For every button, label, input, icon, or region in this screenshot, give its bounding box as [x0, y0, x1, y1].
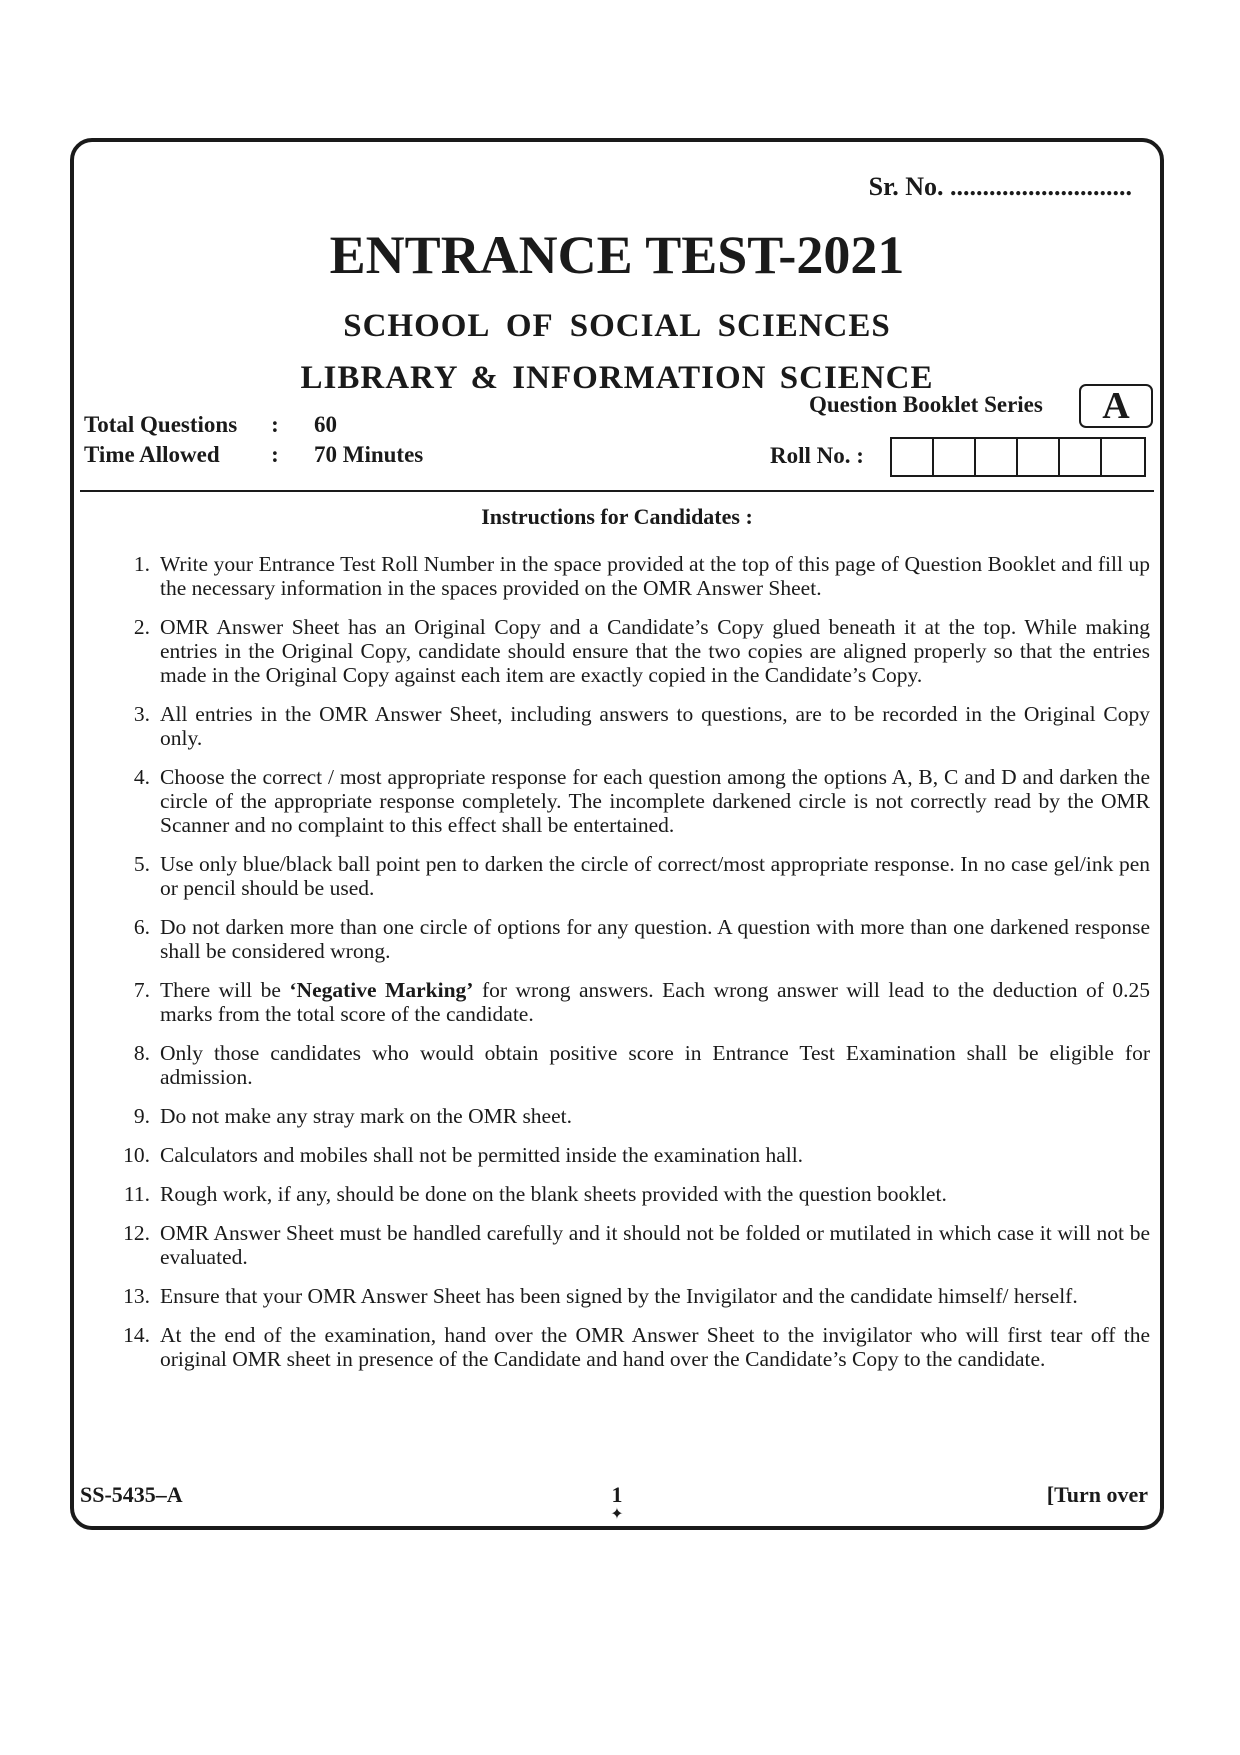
- instruction-item: [114, 1182, 1150, 1206]
- instruction-text: Rough work, if any, should be done on the blank sheets provided with the question booklet.: [160, 1182, 947, 1206]
- roll-digit-box[interactable]: [934, 439, 976, 475]
- instruction-number: 3.: [133, 702, 150, 726]
- instruction-number: 1.: [133, 552, 150, 576]
- instruction-item: [114, 1323, 1150, 1371]
- negative-marking-emphasis: ‘Negative Marking’: [289, 978, 474, 1002]
- total-questions-value: 60: [314, 412, 337, 437]
- instruction-text: OMR Answer Sheet must be handled carefully and it should not be folded or mutilated in which case it will not be evaluated.: [160, 1221, 1150, 1269]
- turn-over-note: [Turn over: [1046, 1482, 1148, 1507]
- instruction-number: 2.: [133, 615, 150, 639]
- subject-name: LIBRARY & INFORMATION SCIENCE: [300, 360, 934, 396]
- page-title: ENTRANCE TEST-2021: [329, 225, 905, 285]
- instruction-number: 14.: [123, 1323, 150, 1347]
- instruction-number: 10.: [123, 1143, 150, 1167]
- instruction-text-post: for wrong answers. Each wrong answer will lead to the deduction of 0.25 marks from the total score of the candidate.: [160, 978, 1150, 1026]
- instruction-text: All entries in the OMR Answer Sheet, including answers to questions, are to be recorded in the Original Copy only.: [160, 702, 1150, 750]
- instruction-text-pre: There will be: [160, 978, 290, 1002]
- instruction-text: Choose the correct / most appropriate response for each question among the options A, B, C and D and darken the circle of the appropriate response completely. The incomplete darkened circle is not correctly read by the OMR Scanner and no complaint to this effect shall be entertained.: [160, 765, 1150, 837]
- instruction-text: Do not darken more than one circle of options for any question. A question with more than one darkened response shall be considered wrong.: [160, 915, 1150, 963]
- instruction-item: [114, 615, 1150, 687]
- total-questions-label: Total Questions: [84, 412, 238, 437]
- instructions-heading: Instructions for Candidates :: [481, 504, 753, 529]
- instruction-item: [114, 978, 1150, 1026]
- instruction-text: Calculators and mobiles shall not be permitted inside the examination hall.: [160, 1143, 804, 1167]
- divider: [80, 490, 1154, 492]
- instruction-text: Only those candidates who would obtain positive score in Entrance Test Examination shall be eligible for admission.: [160, 1041, 1150, 1089]
- instruction-item: [114, 915, 1150, 963]
- time-allowed-row: [84, 442, 423, 468]
- roll-digit-box[interactable]: [976, 439, 1018, 475]
- roll-digit-box[interactable]: [892, 439, 934, 475]
- instruction-text: Ensure that your OMR Answer Sheet has been signed by the Invigilator and the candidate himself/ herself.: [160, 1284, 1078, 1308]
- instruction-item: [114, 1284, 1150, 1308]
- instruction-text: At the end of the examination, hand over the OMR Answer Sheet to the invigilator who will first tear off the original OMR sheet in presence of the Candidate and hand over the Candidate’s Copy to the candidate.: [160, 1323, 1150, 1371]
- instruction-item: [114, 1221, 1150, 1269]
- instruction-item: [114, 1104, 1150, 1128]
- page-number: 1: [611, 1482, 623, 1507]
- booklet-code: SS-5435–A: [80, 1482, 183, 1507]
- instruction-text: OMR Answer Sheet has an Original Copy and a Candidate’s Copy glued beneath it at the top. While making entries in the Original Copy, candidate should ensure that the two copies are aligned properly so that the entries made in the Original Copy against each item are exactly copied in the Candidate’s Copy.: [160, 615, 1150, 687]
- school-name: SCHOOL OF SOCIAL SCIENCES: [343, 308, 891, 344]
- instruction-item: [114, 1143, 1150, 1167]
- instruction-number: 9.: [133, 1104, 150, 1128]
- roll-number-boxes[interactable]: [890, 437, 1146, 477]
- booklet-cover-frame: [70, 138, 1164, 1530]
- registration-mark-icon: ✦: [610, 1506, 624, 1523]
- instruction-item: [114, 1041, 1150, 1089]
- roll-digit-box[interactable]: [1102, 439, 1144, 475]
- roll-number-label: Roll No. :: [770, 443, 864, 468]
- booklet-series-value: A: [1079, 384, 1153, 428]
- instruction-text: Use only blue/black ball point pen to darken the circle of correct/most appropriate response. In no case gel/ink pen or pencil should be used.: [160, 852, 1150, 900]
- instruction-item: [114, 702, 1150, 750]
- instruction-number: 8.: [133, 1041, 150, 1065]
- instruction-number: 7.: [133, 978, 150, 1002]
- roll-digit-box[interactable]: [1018, 439, 1060, 475]
- instruction-number: 12.: [123, 1221, 150, 1245]
- instruction-text: Write your Entrance Test Roll Number in the space provided at the top of this page of Question Booklet and fill up the necessary information in the spaces provided on the OMR Answer Sheet.: [160, 552, 1150, 600]
- instruction-item: [114, 852, 1150, 900]
- colon: :: [271, 442, 279, 467]
- instruction-number: 13.: [123, 1284, 150, 1308]
- colon: :: [271, 412, 279, 437]
- instruction-text: Do not make any stray mark on the OMR sheet.: [160, 1104, 572, 1128]
- roll-digit-box[interactable]: [1060, 439, 1102, 475]
- time-allowed-value: 70 Minutes: [314, 442, 424, 467]
- instruction-number: 4.: [133, 765, 150, 789]
- instruction-number: 11.: [123, 1182, 150, 1206]
- total-questions-row: [84, 412, 337, 438]
- time-allowed-label: Time Allowed: [84, 442, 220, 467]
- instructions-list: [114, 552, 1150, 1386]
- instruction-number: 6.: [133, 915, 150, 939]
- instruction-item: [114, 552, 1150, 600]
- serial-number: Sr. No. ............................: [868, 172, 1132, 201]
- booklet-series-label: Question Booklet Series: [809, 392, 1043, 417]
- instruction-number: 5.: [133, 852, 150, 876]
- instruction-item: [114, 765, 1150, 837]
